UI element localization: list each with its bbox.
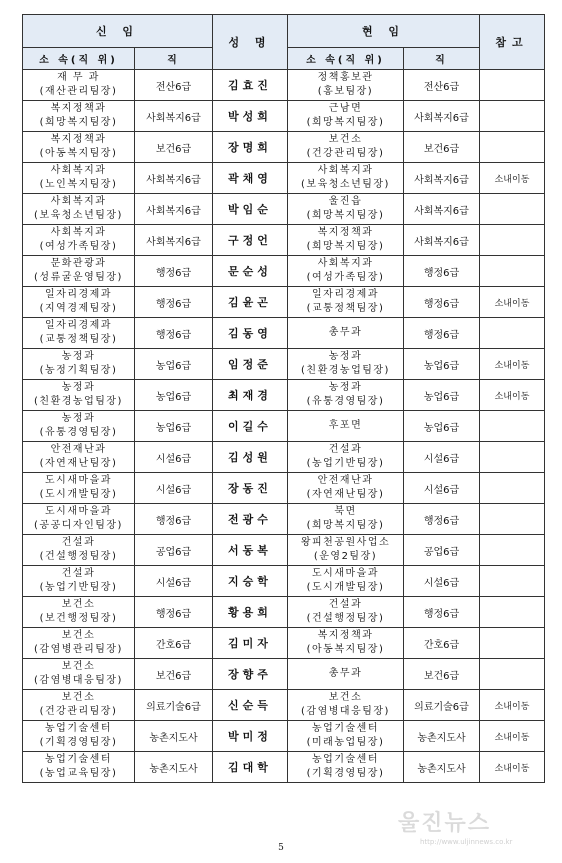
new-grade-cell: 행정6급 bbox=[135, 318, 213, 349]
current-grade-cell: 간호6급 bbox=[404, 628, 480, 659]
new-affiliation-cell-line: (친환경농업팀장) bbox=[34, 396, 123, 407]
note-cell bbox=[480, 70, 545, 101]
new-affiliation-cell-line: (희망복지팀장) bbox=[39, 117, 118, 128]
current-affiliation-cell bbox=[288, 194, 404, 225]
current-affiliation-cell bbox=[288, 163, 404, 194]
new-affiliation-cell bbox=[23, 442, 135, 473]
new-affiliation-cell bbox=[23, 349, 135, 380]
name-cell: 신순득 bbox=[213, 690, 288, 721]
current-affiliation-cell-line: (희망복지팀장) bbox=[306, 520, 385, 531]
new-affiliation-cell bbox=[23, 411, 135, 442]
personnel-table bbox=[22, 14, 545, 783]
note-cell: 소내이동 bbox=[480, 349, 545, 380]
new-affiliation-cell-line: 복지정책과 bbox=[50, 134, 107, 145]
current-affiliation-cell-line: (농업기반팀장) bbox=[306, 458, 385, 469]
new-affiliation-cell-line: 일자리경제과 bbox=[45, 320, 112, 331]
current-affiliation-cell-line: (유통경영팀장) bbox=[306, 396, 385, 407]
new-grade-cell: 농업6급 bbox=[135, 349, 213, 380]
current-grade-cell: 행정6급 bbox=[404, 504, 480, 535]
current-affiliation-cell-line: (운영2팀장) bbox=[313, 551, 378, 562]
new-affiliation-cell bbox=[23, 504, 135, 535]
current-affiliation-cell-line: (희망복지팀장) bbox=[306, 241, 385, 252]
new-affiliation-cell-line: 재 무 과 bbox=[57, 72, 100, 83]
current-affiliation-cell-line: 총무과 bbox=[328, 668, 363, 679]
table-row bbox=[23, 411, 545, 442]
current-affiliation-cell bbox=[288, 504, 404, 535]
new-affiliation-cell-line: (감염병대응팀장) bbox=[34, 675, 123, 686]
new-affiliation-cell-line: 보건소 bbox=[61, 630, 96, 641]
new-grade-cell: 행정6급 bbox=[135, 597, 213, 628]
new-affiliation-cell-line: (기획경영팀장) bbox=[39, 737, 118, 748]
new-affiliation-cell bbox=[23, 318, 135, 349]
note-cell: 소내이동 bbox=[480, 721, 545, 752]
new-affiliation-cell-line: (건설행정팀장) bbox=[39, 551, 118, 562]
note-cell bbox=[480, 101, 545, 132]
name-cell: 지승학 bbox=[213, 566, 288, 597]
name-cell: 구정언 bbox=[213, 225, 288, 256]
new-affiliation-cell bbox=[23, 70, 135, 101]
new-affiliation-cell bbox=[23, 659, 135, 690]
current-grade-cell: 시설6급 bbox=[404, 566, 480, 597]
header-name: 성 명 bbox=[213, 15, 288, 70]
new-affiliation-cell bbox=[23, 628, 135, 659]
new-affiliation-cell bbox=[23, 132, 135, 163]
table-row bbox=[23, 225, 545, 256]
new-affiliation-cell bbox=[23, 101, 135, 132]
note-cell bbox=[480, 442, 545, 473]
current-grade-cell: 보건6급 bbox=[404, 132, 480, 163]
current-affiliation-cell-line: 농정과 bbox=[328, 351, 363, 362]
new-affiliation-cell-line: (보건행정팀장) bbox=[39, 613, 118, 624]
note-cell: 소내이동 bbox=[480, 163, 545, 194]
new-grade-cell: 농업6급 bbox=[135, 380, 213, 411]
new-affiliation-cell-line: 보건소 bbox=[61, 599, 96, 610]
new-grade-cell: 농촌지도사 bbox=[135, 721, 213, 752]
new-affiliation-cell-line: (감염병관리팀장) bbox=[34, 644, 123, 655]
current-grade-cell: 사회복지6급 bbox=[404, 194, 480, 225]
current-affiliation-cell bbox=[288, 566, 404, 597]
new-affiliation-cell bbox=[23, 535, 135, 566]
new-affiliation-cell-line: (여성가족팀장) bbox=[39, 241, 118, 252]
current-affiliation-cell bbox=[288, 442, 404, 473]
header-new-post: 신 임 bbox=[23, 15, 213, 48]
new-affiliation-cell-line: 사회복지과 bbox=[50, 227, 107, 238]
current-affiliation-cell-line: 북면 bbox=[334, 506, 357, 517]
new-affiliation-cell-line: (아동복지팀장) bbox=[39, 148, 118, 159]
new-affiliation-cell bbox=[23, 256, 135, 287]
new-affiliation-cell-line: 사회복지과 bbox=[50, 196, 107, 207]
new-grade-cell: 행정6급 bbox=[135, 504, 213, 535]
current-affiliation-cell bbox=[288, 225, 404, 256]
name-cell: 장향주 bbox=[213, 659, 288, 690]
table-row bbox=[23, 535, 545, 566]
name-cell: 이길수 bbox=[213, 411, 288, 442]
current-affiliation-cell-line: (자연재난팀장) bbox=[306, 489, 385, 500]
new-affiliation-cell-line: 도시새마을과 bbox=[45, 475, 112, 486]
note-cell bbox=[480, 628, 545, 659]
note-cell bbox=[480, 411, 545, 442]
header-current-post: 현 임 bbox=[288, 15, 480, 48]
current-grade-cell: 농업6급 bbox=[404, 380, 480, 411]
table-row bbox=[23, 659, 545, 690]
current-affiliation-cell-line: (미래농업팀장) bbox=[306, 737, 385, 748]
note-cell bbox=[480, 318, 545, 349]
name-cell: 임정준 bbox=[213, 349, 288, 380]
new-grade-cell: 공업6급 bbox=[135, 535, 213, 566]
new-affiliation-cell-line: 농업기술센터 bbox=[45, 754, 112, 765]
new-affiliation-cell-line: (공공디자인팀장) bbox=[34, 520, 123, 531]
current-grade-cell: 행정6급 bbox=[404, 597, 480, 628]
new-affiliation-cell-line: (농업교육팀장) bbox=[39, 768, 118, 779]
current-grade-cell: 농업6급 bbox=[404, 349, 480, 380]
new-affiliation-cell-line: 사회복지과 bbox=[50, 165, 107, 176]
name-cell: 김효진 bbox=[213, 70, 288, 101]
current-affiliation-cell-line: 근남면 bbox=[328, 103, 363, 114]
new-affiliation-cell-line: 건설과 bbox=[61, 537, 96, 548]
table-body bbox=[23, 70, 545, 783]
current-affiliation-cell bbox=[288, 752, 404, 783]
table-row bbox=[23, 318, 545, 349]
current-affiliation-cell-line: 보건소 bbox=[328, 692, 363, 703]
note-cell bbox=[480, 504, 545, 535]
current-affiliation-cell bbox=[288, 380, 404, 411]
note-cell: 소내이동 bbox=[480, 287, 545, 318]
page-number: 5 bbox=[278, 843, 284, 853]
new-affiliation-cell bbox=[23, 690, 135, 721]
new-affiliation-cell bbox=[23, 752, 135, 783]
table-row bbox=[23, 752, 545, 783]
current-affiliation-cell-line: 건설과 bbox=[328, 599, 363, 610]
table-row bbox=[23, 132, 545, 163]
name-cell: 김미자 bbox=[213, 628, 288, 659]
current-affiliation-cell-line: (건강관리팀장) bbox=[306, 148, 385, 159]
header-current-grade: 직 bbox=[404, 48, 480, 70]
new-affiliation-cell bbox=[23, 163, 135, 194]
current-affiliation-cell bbox=[288, 349, 404, 380]
new-affiliation-cell-line: (유통경영팀장) bbox=[39, 427, 118, 438]
new-affiliation-cell-line: (농업기반팀장) bbox=[39, 582, 118, 593]
current-grade-cell: 사회복지6급 bbox=[404, 163, 480, 194]
current-affiliation-cell-line: (보육청소년팀장) bbox=[301, 179, 390, 190]
new-affiliation-cell-line: (보육청소년팀장) bbox=[34, 210, 123, 221]
current-affiliation-cell-line: 건설과 bbox=[328, 444, 363, 455]
current-grade-cell: 시설6급 bbox=[404, 473, 480, 504]
current-affiliation-cell-line: (도시개발팀장) bbox=[306, 582, 385, 593]
new-affiliation-cell bbox=[23, 597, 135, 628]
note-cell bbox=[480, 659, 545, 690]
current-affiliation-cell-line: (건설행정팀장) bbox=[306, 613, 385, 624]
new-grade-cell: 의료기술6급 bbox=[135, 690, 213, 721]
current-affiliation-cell-line: 총무과 bbox=[328, 327, 363, 338]
new-grade-cell: 사회복지6급 bbox=[135, 194, 213, 225]
table-row bbox=[23, 473, 545, 504]
table-row bbox=[23, 442, 545, 473]
current-affiliation-cell-line: 도시새마을과 bbox=[312, 568, 379, 579]
current-grade-cell: 농촌지도사 bbox=[404, 752, 480, 783]
current-affiliation-cell-line: 복지정책과 bbox=[317, 227, 374, 238]
note-cell: 소내이동 bbox=[480, 380, 545, 411]
new-affiliation-cell-line: 일자리경제과 bbox=[45, 289, 112, 300]
current-affiliation-cell bbox=[288, 535, 404, 566]
current-affiliation-cell-line: 정책홍보관 bbox=[317, 72, 374, 83]
name-cell: 박미정 bbox=[213, 721, 288, 752]
current-affiliation-cell-line: (교통정책팀장) bbox=[306, 303, 385, 314]
new-affiliation-cell-line: 문화관광과 bbox=[50, 258, 107, 269]
current-affiliation-cell bbox=[288, 597, 404, 628]
current-affiliation-cell-line: 안전재난과 bbox=[317, 475, 374, 486]
table-row bbox=[23, 380, 545, 411]
new-affiliation-cell bbox=[23, 473, 135, 504]
table-row bbox=[23, 163, 545, 194]
table-row bbox=[23, 256, 545, 287]
current-grade-cell: 의료기술6급 bbox=[404, 690, 480, 721]
new-grade-cell: 시설6급 bbox=[135, 442, 213, 473]
new-affiliation-cell bbox=[23, 287, 135, 318]
table-row bbox=[23, 690, 545, 721]
watermark-url: http://www.uljinnews.co.kr bbox=[420, 838, 513, 846]
name-cell: 김동영 bbox=[213, 318, 288, 349]
new-grade-cell: 사회복지6급 bbox=[135, 163, 213, 194]
current-affiliation-cell-line: 왕피천공원사업소 bbox=[300, 537, 391, 548]
new-grade-cell: 농업6급 bbox=[135, 411, 213, 442]
current-grade-cell: 사회복지6급 bbox=[404, 101, 480, 132]
new-affiliation-cell bbox=[23, 566, 135, 597]
header-new-affiliation: 소 속(직 위) bbox=[23, 48, 135, 70]
name-cell: 장동진 bbox=[213, 473, 288, 504]
note-cell bbox=[480, 194, 545, 225]
note-cell bbox=[480, 566, 545, 597]
current-affiliation-cell bbox=[288, 70, 404, 101]
new-affiliation-cell-line: 도시새마을과 bbox=[45, 506, 112, 517]
header-note: 참고 bbox=[480, 15, 545, 70]
header-row-top bbox=[23, 15, 545, 48]
note-cell: 소내이동 bbox=[480, 690, 545, 721]
name-cell: 박임순 bbox=[213, 194, 288, 225]
current-affiliation-cell-line: 후포면 bbox=[328, 420, 363, 431]
header-current-affiliation: 소 속(직 위) bbox=[288, 48, 404, 70]
note-cell: 소내이동 bbox=[480, 752, 545, 783]
current-grade-cell: 행정6급 bbox=[404, 256, 480, 287]
note-cell bbox=[480, 535, 545, 566]
current-affiliation-cell bbox=[288, 101, 404, 132]
new-affiliation-cell-line: 농정과 bbox=[61, 413, 96, 424]
new-affiliation-cell-line: 안전재난과 bbox=[50, 444, 107, 455]
new-grade-cell: 보건6급 bbox=[135, 659, 213, 690]
current-grade-cell: 농업6급 bbox=[404, 411, 480, 442]
current-affiliation-cell-line: 보건소 bbox=[328, 134, 363, 145]
table-row bbox=[23, 628, 545, 659]
new-affiliation-cell-line: (노인복지팀장) bbox=[39, 179, 118, 190]
name-cell: 김윤곤 bbox=[213, 287, 288, 318]
table-row bbox=[23, 504, 545, 535]
new-grade-cell: 사회복지6급 bbox=[135, 101, 213, 132]
new-grade-cell: 농촌지도사 bbox=[135, 752, 213, 783]
new-affiliation-cell-line: (농정기획팀장) bbox=[39, 365, 118, 376]
current-affiliation-cell bbox=[288, 287, 404, 318]
new-affiliation-cell-line: 농정과 bbox=[61, 382, 96, 393]
name-cell: 최재경 bbox=[213, 380, 288, 411]
current-grade-cell: 행정6급 bbox=[404, 287, 480, 318]
new-affiliation-cell bbox=[23, 225, 135, 256]
name-cell: 서동복 bbox=[213, 535, 288, 566]
table-row bbox=[23, 597, 545, 628]
name-cell: 박성희 bbox=[213, 101, 288, 132]
new-affiliation-cell bbox=[23, 380, 135, 411]
new-affiliation-cell-line: 농업기술센터 bbox=[45, 723, 112, 734]
current-affiliation-cell-line: 울진읍 bbox=[328, 196, 363, 207]
new-affiliation-cell-line: (재산관리팀장) bbox=[39, 86, 118, 97]
current-affiliation-cell bbox=[288, 256, 404, 287]
new-affiliation-cell-line: 농정과 bbox=[61, 351, 96, 362]
new-grade-cell: 사회복지6급 bbox=[135, 225, 213, 256]
table-row bbox=[23, 194, 545, 225]
current-affiliation-cell-line: 농정과 bbox=[328, 382, 363, 393]
current-affiliation-cell bbox=[288, 628, 404, 659]
current-grade-cell: 사회복지6급 bbox=[404, 225, 480, 256]
current-grade-cell: 행정6급 bbox=[404, 318, 480, 349]
current-affiliation-cell-line: (희망복지팀장) bbox=[306, 117, 385, 128]
new-affiliation-cell-line: 보건소 bbox=[61, 692, 96, 703]
name-cell: 장명희 bbox=[213, 132, 288, 163]
current-affiliation-cell-line: (홍보팀장) bbox=[317, 86, 374, 97]
new-affiliation-cell bbox=[23, 194, 135, 225]
current-grade-cell: 보건6급 bbox=[404, 659, 480, 690]
new-affiliation-cell-line: (교통정책팀장) bbox=[39, 334, 118, 345]
new-grade-cell: 행정6급 bbox=[135, 256, 213, 287]
new-grade-cell: 전산6급 bbox=[135, 70, 213, 101]
current-affiliation-cell bbox=[288, 318, 404, 349]
new-affiliation-cell-line: (도시개발팀장) bbox=[39, 489, 118, 500]
current-affiliation-cell-line: (기획경영팀장) bbox=[306, 768, 385, 779]
new-grade-cell: 보건6급 bbox=[135, 132, 213, 163]
table-row bbox=[23, 349, 545, 380]
current-affiliation-cell-line: (감염병대응팀장) bbox=[301, 706, 390, 717]
note-cell bbox=[480, 225, 545, 256]
table-row bbox=[23, 287, 545, 318]
current-grade-cell: 전산6급 bbox=[404, 70, 480, 101]
name-cell: 전광수 bbox=[213, 504, 288, 535]
current-affiliation-cell-line: 복지정책과 bbox=[317, 630, 374, 641]
table-row bbox=[23, 70, 545, 101]
new-grade-cell: 시설6급 bbox=[135, 473, 213, 504]
current-grade-cell: 농촌지도사 bbox=[404, 721, 480, 752]
name-cell: 곽채영 bbox=[213, 163, 288, 194]
new-affiliation-cell-line: 복지정책과 bbox=[50, 103, 107, 114]
current-affiliation-cell bbox=[288, 690, 404, 721]
new-affiliation-cell-line: (자연재난팀장) bbox=[39, 458, 118, 469]
current-affiliation-cell-line: 농업기술센터 bbox=[312, 754, 379, 765]
new-affiliation-cell-line: 건설과 bbox=[61, 568, 96, 579]
new-affiliation-cell-line: 보건소 bbox=[61, 661, 96, 672]
table-row bbox=[23, 566, 545, 597]
new-affiliation-cell-line: (건강관리팀장) bbox=[39, 706, 118, 717]
table-row bbox=[23, 721, 545, 752]
current-affiliation-cell-line: (여성가족팀장) bbox=[306, 272, 385, 283]
name-cell: 황용희 bbox=[213, 597, 288, 628]
current-affiliation-cell-line: (아동복지팀장) bbox=[306, 644, 385, 655]
new-affiliation-cell-line: (성류굴운영팀장) bbox=[34, 272, 123, 283]
new-grade-cell: 행정6급 bbox=[135, 287, 213, 318]
header-new-grade: 직 bbox=[135, 48, 213, 70]
current-affiliation-cell bbox=[288, 411, 404, 442]
current-grade-cell: 공업6급 bbox=[404, 535, 480, 566]
name-cell: 문순성 bbox=[213, 256, 288, 287]
watermark-logo: 울진뉴스 bbox=[398, 811, 492, 836]
new-affiliation-cell bbox=[23, 721, 135, 752]
current-affiliation-cell-line: (희망복지팀장) bbox=[306, 210, 385, 221]
name-cell: 김성원 bbox=[213, 442, 288, 473]
current-affiliation-cell-line: 사회복지과 bbox=[317, 258, 374, 269]
table-row bbox=[23, 101, 545, 132]
name-cell: 김대학 bbox=[213, 752, 288, 783]
current-affiliation-cell-line: 농업기술센터 bbox=[312, 723, 379, 734]
current-grade-cell: 시설6급 bbox=[404, 442, 480, 473]
note-cell bbox=[480, 132, 545, 163]
new-affiliation-cell-line: (지역경제팀장) bbox=[39, 303, 118, 314]
current-affiliation-cell bbox=[288, 132, 404, 163]
current-affiliation-cell-line: 사회복지과 bbox=[317, 165, 374, 176]
new-grade-cell: 간호6급 bbox=[135, 628, 213, 659]
current-affiliation-cell bbox=[288, 659, 404, 690]
current-affiliation-cell-line: (친환경농업팀장) bbox=[301, 365, 390, 376]
new-grade-cell: 시설6급 bbox=[135, 566, 213, 597]
current-affiliation-cell bbox=[288, 721, 404, 752]
note-cell bbox=[480, 256, 545, 287]
current-affiliation-cell bbox=[288, 473, 404, 504]
note-cell bbox=[480, 473, 545, 504]
note-cell bbox=[480, 597, 545, 628]
current-affiliation-cell-line: 일자리경제과 bbox=[312, 289, 379, 300]
